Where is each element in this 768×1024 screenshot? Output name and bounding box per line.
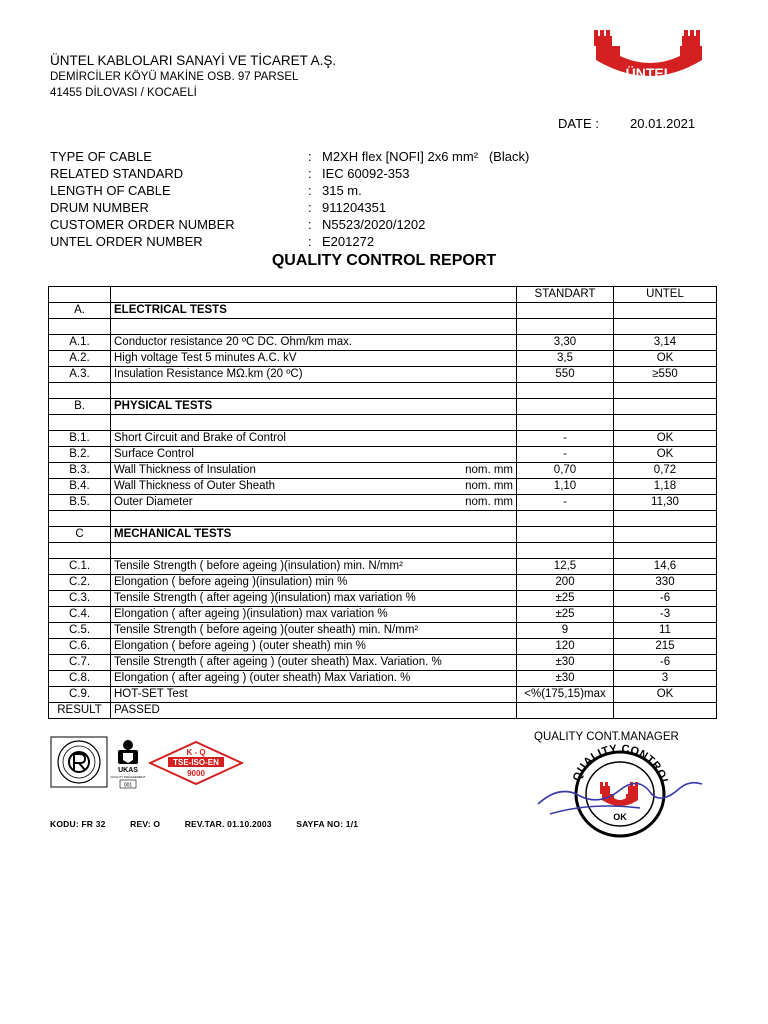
untel-value: 11 bbox=[614, 623, 717, 639]
company-name: ÜNTEL KABLOLARI SANAYİ VE TİCARET A.Ş. bbox=[50, 53, 337, 68]
kq-text: K - Q bbox=[186, 748, 206, 757]
test-description: Elongation ( before ageing )(insulation) min % bbox=[114, 576, 348, 588]
form-code: KODU: FR 32 bbox=[50, 819, 106, 829]
info-colon: : bbox=[308, 234, 312, 249]
section-code: A. bbox=[49, 303, 111, 319]
info-value: N5523/2020/1202 bbox=[322, 217, 426, 232]
col-standart-header: STANDART bbox=[517, 287, 614, 303]
test-description-cell bbox=[111, 351, 517, 367]
test-description-cell bbox=[111, 607, 517, 623]
info-value: M2XH flex [NOFI] 2x6 mm² (Black) bbox=[322, 149, 530, 164]
test-description: Wall Thickness of Outer Sheath bbox=[114, 480, 276, 492]
test-description: HOT-SET Test bbox=[114, 688, 188, 700]
standart-value: - bbox=[517, 431, 614, 447]
untel-value: OK bbox=[614, 351, 717, 367]
logo-text: ÜNTEL bbox=[625, 65, 673, 81]
ukas-number: 001 bbox=[123, 782, 133, 789]
standart-value: 12,5 bbox=[517, 559, 614, 575]
table-row bbox=[49, 351, 717, 367]
test-code: A.3. bbox=[49, 367, 111, 383]
untel-value: -3 bbox=[614, 607, 717, 623]
standart-value: 120 bbox=[517, 639, 614, 655]
table-row bbox=[49, 623, 717, 639]
revision: REV: O bbox=[130, 819, 161, 829]
test-code: C.5. bbox=[49, 623, 111, 639]
ukas-sub: QUALITY MANAGEMENT bbox=[110, 775, 146, 779]
blank-row bbox=[49, 319, 717, 335]
test-description: Elongation ( after ageing )(insulation) max variation % bbox=[114, 608, 388, 620]
info-colon: : bbox=[308, 183, 312, 198]
company-address-line2: 41455 DİLOVASI / KOCAELİ bbox=[50, 87, 197, 99]
table-row bbox=[49, 367, 717, 383]
table-row bbox=[49, 591, 717, 607]
test-description-cell bbox=[111, 495, 517, 511]
test-description-cell bbox=[111, 671, 517, 687]
col-untel-header: UNTEL bbox=[614, 287, 717, 303]
test-code: C.8. bbox=[49, 671, 111, 687]
untel-value: 215 bbox=[614, 639, 717, 655]
blank-row bbox=[49, 543, 717, 559]
table-row bbox=[49, 655, 717, 671]
info-row bbox=[50, 234, 529, 251]
untel-value: 0,72 bbox=[614, 463, 717, 479]
test-description-cell bbox=[111, 655, 517, 671]
date-label: DATE : bbox=[558, 116, 599, 131]
untel-value: -6 bbox=[614, 591, 717, 607]
test-description: Tensile Strength ( after ageing )(insulation) max variation % bbox=[114, 592, 416, 604]
untel-value: 14,6 bbox=[614, 559, 717, 575]
tse-text: TSE-ISO-EN bbox=[173, 758, 219, 767]
info-row bbox=[50, 183, 529, 200]
info-value: E201272 bbox=[322, 234, 375, 249]
standart-value: ±30 bbox=[517, 671, 614, 687]
test-code: B.2. bbox=[49, 447, 111, 463]
info-row bbox=[50, 149, 529, 166]
section-code: B. bbox=[49, 399, 111, 415]
test-code: B.5. bbox=[49, 495, 111, 511]
test-code: C.9. bbox=[49, 687, 111, 703]
test-description-cell bbox=[111, 367, 517, 383]
untel-value: 3,14 bbox=[614, 335, 717, 351]
test-description-cell bbox=[111, 687, 517, 703]
quality-table bbox=[48, 286, 717, 719]
test-description: Tensile Strength ( after ageing ) (outer sheath) Max. Variation. % bbox=[114, 656, 442, 668]
untel-value: 11,30 bbox=[614, 495, 717, 511]
untel-value: OK bbox=[614, 687, 717, 703]
revision-date: REV.TAR. 01.10.2003 bbox=[184, 819, 272, 829]
test-description: Tensile Strength ( before ageing )(outer sheath) min. N/mm² bbox=[114, 624, 419, 636]
section-title: MECHANICAL TESTS bbox=[111, 527, 517, 543]
info-row bbox=[50, 166, 529, 183]
table-row bbox=[49, 559, 717, 575]
standart-value: <%(175,15)max bbox=[517, 687, 614, 703]
test-description: Elongation ( before ageing ) (outer sheath) min % bbox=[114, 640, 366, 652]
test-description-cell bbox=[111, 335, 517, 351]
section-header-row bbox=[49, 527, 717, 543]
standart-value: 200 bbox=[517, 575, 614, 591]
standart-value: - bbox=[517, 447, 614, 463]
test-description-cell bbox=[111, 447, 517, 463]
info-row bbox=[50, 217, 529, 234]
test-description: Surface Control bbox=[114, 448, 194, 460]
standart-value: 3,5 bbox=[517, 351, 614, 367]
test-code: C.7. bbox=[49, 655, 111, 671]
ukas-text: UKAS bbox=[118, 767, 138, 774]
test-code: C.3. bbox=[49, 591, 111, 607]
info-colon: : bbox=[308, 166, 312, 181]
test-description: Wall Thickness of Insulation bbox=[114, 464, 256, 476]
info-label: RELATED STANDARD bbox=[50, 166, 184, 181]
test-description-cell bbox=[111, 623, 517, 639]
report-title: QUALITY CONTROL REPORT bbox=[271, 252, 497, 269]
info-label: LENGTH OF CABLE bbox=[50, 183, 171, 198]
section-header-row bbox=[49, 399, 717, 415]
test-description-cell bbox=[111, 559, 517, 575]
test-description: Tensile Strength ( before ageing )(insulation) min. N/mm² bbox=[114, 560, 403, 572]
untel-value: OK bbox=[614, 447, 717, 463]
test-description: High voltage Test 5 minutes A.C. kV bbox=[114, 352, 297, 364]
test-code: C.1. bbox=[49, 559, 111, 575]
test-description: Conductor resistance 20 ºC DC. Ohm/km max. bbox=[114, 336, 353, 348]
untel-value: 1,18 bbox=[614, 479, 717, 495]
test-description-cell bbox=[111, 479, 517, 495]
stamp-bottom-text: OK bbox=[613, 812, 627, 822]
test-unit: nom. mm bbox=[465, 464, 513, 476]
untel-value: 3 bbox=[614, 671, 717, 687]
result-row bbox=[49, 703, 717, 719]
untel-value: 330 bbox=[614, 575, 717, 591]
info-value: 911204351 bbox=[322, 200, 387, 215]
info-value: 315 m. bbox=[322, 183, 362, 198]
untel-logo bbox=[590, 26, 710, 86]
quality-manager-label: QUALITY CONT.MANAGER bbox=[534, 731, 679, 743]
test-description-cell bbox=[111, 575, 517, 591]
test-code: B.4. bbox=[49, 479, 111, 495]
test-code: C.6. bbox=[49, 639, 111, 655]
test-code: A.1. bbox=[49, 335, 111, 351]
ukas-logo bbox=[110, 738, 146, 790]
section-title: PHYSICAL TESTS bbox=[111, 399, 517, 415]
test-code: C.2. bbox=[49, 575, 111, 591]
test-description-cell bbox=[111, 463, 517, 479]
table-row bbox=[49, 575, 717, 591]
section-title: ELECTRICAL TESTS bbox=[111, 303, 517, 319]
table-row bbox=[49, 495, 717, 511]
info-value: IEC 60092-353 bbox=[322, 166, 410, 181]
table-header-row bbox=[49, 287, 717, 303]
rq-cert-logo bbox=[50, 736, 108, 788]
section-header-row bbox=[49, 303, 717, 319]
cable-info bbox=[50, 149, 529, 251]
table-row bbox=[49, 639, 717, 655]
table-row bbox=[49, 687, 717, 703]
standart-value: ±25 bbox=[517, 591, 614, 607]
info-label: DRUM NUMBER bbox=[50, 200, 149, 215]
standart-value: 3,30 bbox=[517, 335, 614, 351]
info-label: UNTEL ORDER NUMBER bbox=[50, 234, 203, 249]
test-unit: nom. mm bbox=[465, 480, 513, 492]
test-description: Short Circuit and Brake of Control bbox=[114, 432, 286, 444]
result-label: RESULT bbox=[49, 703, 111, 719]
page-number: SAYFA NO: 1/1 bbox=[296, 819, 359, 829]
table-row bbox=[49, 671, 717, 687]
test-code: B.1. bbox=[49, 431, 111, 447]
quality-control-stamp bbox=[530, 744, 710, 840]
test-description: Elongation ( after ageing ) (outer sheath) Max Variation. % bbox=[114, 672, 411, 684]
blank-row bbox=[49, 383, 717, 399]
standart-value: 9 bbox=[517, 623, 614, 639]
blank-row bbox=[49, 415, 717, 431]
untel-value: -6 bbox=[614, 655, 717, 671]
standart-value: - bbox=[517, 495, 614, 511]
info-colon: : bbox=[308, 200, 312, 215]
test-description-cell bbox=[111, 639, 517, 655]
test-unit: nom. mm bbox=[465, 496, 513, 508]
blank-row bbox=[49, 511, 717, 527]
info-label: TYPE OF CABLE bbox=[50, 149, 152, 164]
table-row bbox=[49, 479, 717, 495]
info-colon: : bbox=[308, 217, 312, 232]
info-label: CUSTOMER ORDER NUMBER bbox=[50, 217, 235, 232]
test-description: Outer Diameter bbox=[114, 496, 193, 508]
tse-number: 9000 bbox=[187, 769, 205, 778]
info-colon: : bbox=[308, 149, 312, 164]
standart-value: 1,10 bbox=[517, 479, 614, 495]
date-value: 20.01.2021 bbox=[630, 116, 696, 131]
table-row bbox=[49, 607, 717, 623]
test-code: C.4. bbox=[49, 607, 111, 623]
table-row bbox=[49, 463, 717, 479]
table-row bbox=[49, 447, 717, 463]
document-footer bbox=[50, 819, 380, 829]
untel-value: OK bbox=[614, 431, 717, 447]
result-value: PASSED bbox=[111, 703, 517, 719]
tse-iso-logo bbox=[148, 740, 244, 786]
standart-value: 550 bbox=[517, 367, 614, 383]
stamp-top-text: QUALITY CONTROL bbox=[570, 744, 671, 788]
table-row bbox=[49, 431, 717, 447]
standart-value: ±25 bbox=[517, 607, 614, 623]
test-description: Insulation Resistance MΩ.km (20 ºC) bbox=[114, 368, 303, 380]
untel-value: ≥550 bbox=[614, 367, 717, 383]
standart-value: 0,70 bbox=[517, 463, 614, 479]
test-code: A.2. bbox=[49, 351, 111, 367]
test-code: B.3. bbox=[49, 463, 111, 479]
table-row bbox=[49, 335, 717, 351]
standart-value: ±30 bbox=[517, 655, 614, 671]
info-row bbox=[50, 200, 529, 217]
company-address-line1: DEMİRCİLER KÖYÜ MAKİNE OSB. 97 PARSEL bbox=[50, 71, 299, 83]
test-description-cell bbox=[111, 591, 517, 607]
section-code: C bbox=[49, 527, 111, 543]
test-description-cell bbox=[111, 431, 517, 447]
